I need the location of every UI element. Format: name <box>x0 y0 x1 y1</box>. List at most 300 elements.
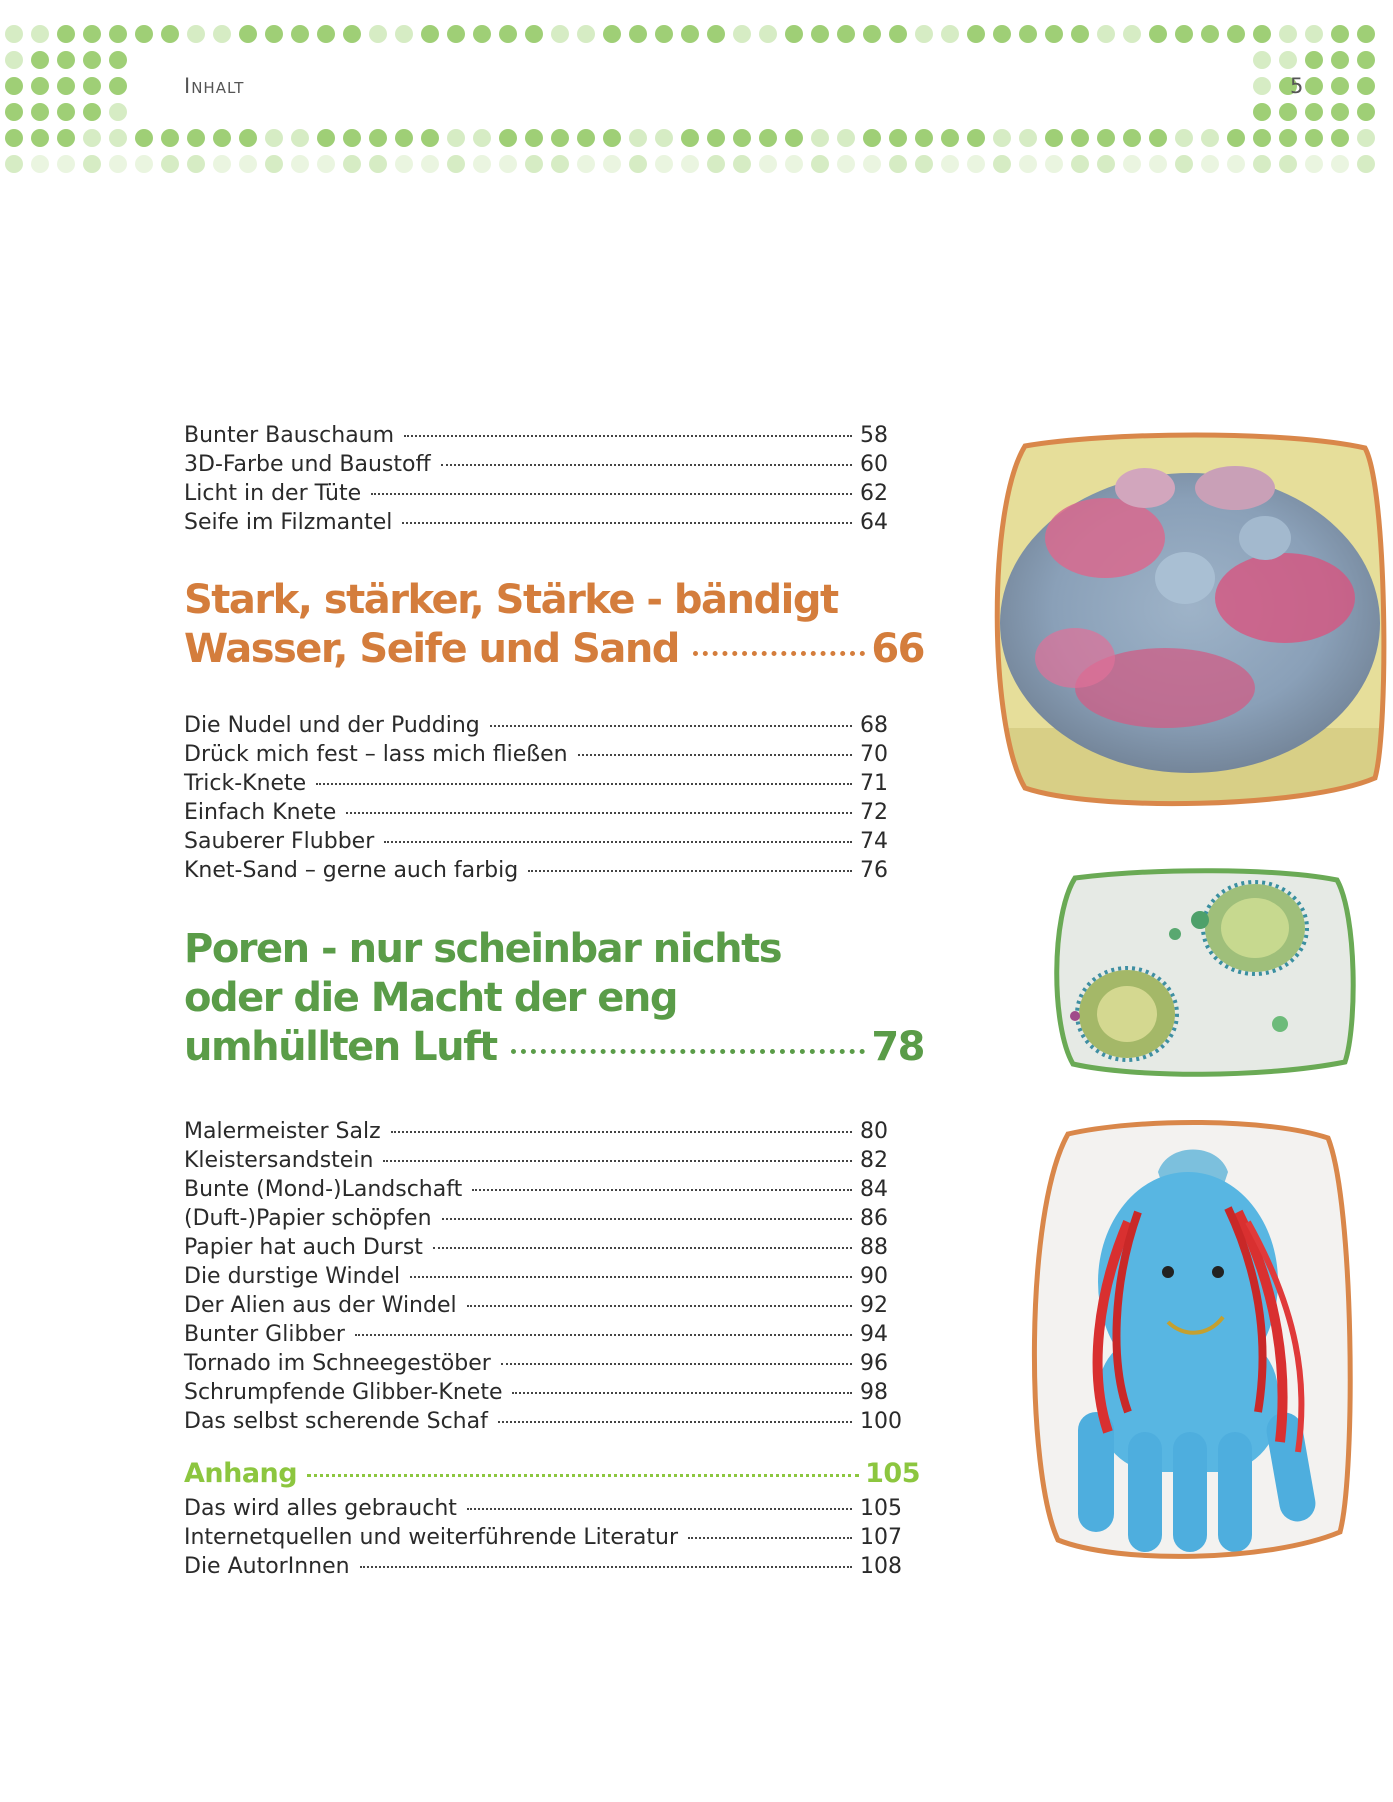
header-dot <box>603 155 621 173</box>
appendix-title: Anhang <box>184 1458 298 1489</box>
dot-leader <box>316 782 852 785</box>
header-dot <box>57 129 75 147</box>
header-dot <box>577 25 595 43</box>
header-dot <box>499 25 517 43</box>
header-dot <box>1149 25 1167 43</box>
chapter-page: 66 <box>871 626 924 672</box>
header-dot <box>1253 25 1271 43</box>
toc-entry[interactable] <box>184 1349 904 1378</box>
toc-entry-page: 92 <box>860 1293 888 1318</box>
header-dot <box>57 25 75 43</box>
toc-entry[interactable] <box>184 1233 904 1262</box>
toc-entry-title: Internetquellen und weiterführende Literatur <box>184 1525 679 1550</box>
header-dot <box>1175 129 1193 147</box>
header-dot <box>83 103 101 121</box>
header-dot <box>31 25 49 43</box>
toc-entry-title: Kleistersandstein <box>184 1148 374 1173</box>
header-dot <box>1305 103 1323 121</box>
header-dot <box>187 155 205 173</box>
header-dot <box>421 129 439 147</box>
header-dot <box>135 155 153 173</box>
header-dot <box>577 155 595 173</box>
header-dot <box>681 129 699 147</box>
header-dot <box>993 155 1011 173</box>
header-dot <box>5 77 23 95</box>
header-dot <box>57 51 75 69</box>
toc-entry[interactable] <box>184 740 904 769</box>
header-dot <box>291 25 309 43</box>
header-dot <box>499 155 517 173</box>
toc-entry-title: Die Nudel und der Pudding <box>184 713 480 738</box>
header-dot <box>187 25 205 43</box>
toc-entry[interactable] <box>184 1523 904 1552</box>
toc-group-1 <box>184 421 904 537</box>
dot-leader <box>346 811 852 814</box>
toc-entry-page: 68 <box>860 713 888 738</box>
header-dot <box>57 77 75 95</box>
header-dot <box>863 25 881 43</box>
toc-entry-page: 62 <box>860 481 888 506</box>
header-dot <box>1253 155 1271 173</box>
dot-leader <box>441 463 852 466</box>
header-dot <box>1097 155 1115 173</box>
chapter-page: 78 <box>871 1024 924 1070</box>
header-dot <box>473 129 491 147</box>
header-dot <box>109 103 127 121</box>
header-dot <box>785 155 803 173</box>
chapter-title-line: Poren - nur scheinbar nichts <box>184 926 782 972</box>
dot-leader <box>511 1048 866 1054</box>
header-dot <box>109 155 127 173</box>
toc-entry[interactable] <box>184 1291 904 1320</box>
header-dot <box>395 129 413 147</box>
header-dot <box>5 51 23 69</box>
header-dot <box>239 25 257 43</box>
header-dot <box>1019 155 1037 173</box>
header-dot <box>1331 103 1349 121</box>
header-dot <box>681 25 699 43</box>
toc-entry-title: Das selbst scherende Schaf <box>184 1409 488 1434</box>
photo-playdough-ball <box>985 428 1393 818</box>
header-dot <box>837 129 855 147</box>
header-dot <box>993 25 1011 43</box>
header-dot <box>863 155 881 173</box>
header-dot <box>239 155 257 173</box>
page-number: 5 <box>1290 74 1304 98</box>
toc-entry-page: 90 <box>860 1264 888 1289</box>
header-dot <box>5 155 23 173</box>
header-dot <box>1227 155 1245 173</box>
dot-leader <box>498 1420 852 1423</box>
header-dot <box>655 25 673 43</box>
header-dot <box>1097 25 1115 43</box>
header-dot <box>551 155 569 173</box>
header-dot <box>1279 129 1297 147</box>
header-dot <box>213 129 231 147</box>
dot-leader <box>467 1507 852 1510</box>
header-dot <box>1201 129 1219 147</box>
toc-entry-title: Sauberer Flubber <box>184 829 375 854</box>
header-dot <box>603 129 621 147</box>
header-dot <box>265 25 283 43</box>
header-dot <box>1253 51 1271 69</box>
toc-entry-title: Trick-Knete <box>184 771 307 796</box>
toc-entry-page: 64 <box>860 510 888 535</box>
header-dot <box>941 129 959 147</box>
toc-entry-page: 70 <box>860 742 888 767</box>
toc-entry-page: 108 <box>860 1554 902 1579</box>
dot-leader <box>512 1391 852 1394</box>
dot-leader <box>490 724 852 727</box>
header-dot <box>83 129 101 147</box>
header-dot <box>447 25 465 43</box>
toc-entry-page: 100 <box>860 1409 902 1434</box>
header-dot <box>1227 129 1245 147</box>
header-dot <box>1279 103 1297 121</box>
toc-entry-page: 94 <box>860 1322 888 1347</box>
toc-entry-title: (Duft-)Papier schöpfen <box>184 1206 432 1231</box>
header-dot <box>1123 155 1141 173</box>
header-dot <box>57 103 75 121</box>
header-dot <box>707 25 725 43</box>
header-dot <box>1331 77 1349 95</box>
header-dot <box>967 155 985 173</box>
header-dot <box>1357 25 1375 43</box>
header-dot <box>343 129 361 147</box>
toc-entry-page: 98 <box>860 1380 888 1405</box>
header-dot <box>369 129 387 147</box>
header-dot <box>1305 77 1323 95</box>
header-dot <box>1175 25 1193 43</box>
header-dot <box>109 51 127 69</box>
header-dot <box>967 129 985 147</box>
header-dot <box>31 77 49 95</box>
header-dot <box>837 25 855 43</box>
toc-entry-page: 107 <box>860 1525 902 1550</box>
header-dot <box>1201 155 1219 173</box>
toc-entry-title: Schrumpfende Glibber-Knete <box>184 1380 503 1405</box>
header-dot <box>837 155 855 173</box>
header-dot <box>629 25 647 43</box>
header-dot <box>733 129 751 147</box>
header-dot <box>655 155 673 173</box>
header-dot <box>551 129 569 147</box>
toc-entry-title: Seife im Filzmantel <box>184 510 393 535</box>
header-dot <box>1357 129 1375 147</box>
toc-entry-title: Bunte (Mond-)Landschaft <box>184 1177 463 1202</box>
dot-leader <box>384 840 852 843</box>
header-dot <box>707 129 725 147</box>
dot-leader <box>371 492 852 495</box>
toc-entry-page: 96 <box>860 1351 888 1376</box>
header-dot <box>1305 51 1323 69</box>
header-dot <box>1279 25 1297 43</box>
chapter-title-line: umhüllten Luft <box>184 1024 497 1070</box>
toc-entry-page: 76 <box>860 858 888 883</box>
header-dot <box>395 25 413 43</box>
header-dot <box>811 129 829 147</box>
toc-entry-page: 58 <box>860 423 888 448</box>
toc-entry[interactable] <box>184 1262 904 1291</box>
header-dot <box>1175 155 1193 173</box>
header-dot <box>629 129 647 147</box>
toc-entry[interactable] <box>184 421 904 450</box>
header-dot <box>83 77 101 95</box>
toc-entry[interactable] <box>184 1146 904 1175</box>
toc-entry[interactable] <box>184 798 904 827</box>
toc-entry-page: 72 <box>860 800 888 825</box>
toc-entry[interactable] <box>184 1175 904 1204</box>
toc-group-4 <box>184 1494 904 1581</box>
header-dot <box>239 129 257 147</box>
header-dot <box>109 129 127 147</box>
header-dot <box>811 155 829 173</box>
dot-leader <box>355 1333 852 1336</box>
header-dot <box>31 129 49 147</box>
toc-group-2 <box>184 711 904 885</box>
toc-entry[interactable] <box>184 856 904 885</box>
dot-leader <box>404 434 852 437</box>
header-dot <box>161 155 179 173</box>
dot-leader <box>688 1536 852 1539</box>
header-dot <box>343 155 361 173</box>
toc-entry[interactable] <box>184 1117 904 1146</box>
running-head: Inhalt <box>184 74 245 98</box>
header-dot <box>161 25 179 43</box>
header-dot <box>1357 103 1375 121</box>
photo-salt-painting <box>1045 866 1360 1081</box>
header-dot <box>265 155 283 173</box>
header-dot <box>1071 129 1089 147</box>
header-dot <box>1357 77 1375 95</box>
header-dot <box>525 129 543 147</box>
toc-entry-title: Das wird alles gebraucht <box>184 1496 457 1521</box>
header-dot <box>369 25 387 43</box>
dot-leader <box>528 869 852 872</box>
header-dot <box>759 129 777 147</box>
dot-leader <box>442 1217 852 1220</box>
header-dot <box>1045 25 1063 43</box>
dot-leader <box>383 1159 852 1162</box>
header-dot <box>317 25 335 43</box>
header-dot <box>707 155 725 173</box>
toc-entry-title: Die AutorInnen <box>184 1554 350 1579</box>
toc-entry-title: 3D-Farbe und Baustoff <box>184 452 431 477</box>
toc-entry-page: 84 <box>860 1177 888 1202</box>
header-dot <box>1357 155 1375 173</box>
header-dot <box>525 25 543 43</box>
toc-group-3 <box>184 1117 904 1436</box>
header-dot <box>889 25 907 43</box>
header-dot <box>1149 155 1167 173</box>
dot-leader <box>307 1473 859 1477</box>
toc-entry-page: 74 <box>860 829 888 854</box>
header-dot <box>785 25 803 43</box>
header-dot <box>1227 25 1245 43</box>
toc-entry-page: 60 <box>860 452 888 477</box>
header-dot <box>291 129 309 147</box>
header-dot <box>57 155 75 173</box>
header-dot <box>161 129 179 147</box>
header-dot <box>1045 129 1063 147</box>
header-dot <box>499 129 517 147</box>
toc-entry[interactable] <box>184 1407 904 1436</box>
chapter-title-line: Wasser, Seife und Sand <box>184 626 679 672</box>
header-dot <box>1253 103 1271 121</box>
chapter-title-line: oder die Macht der eng <box>184 975 677 1021</box>
toc-entry-title: Tornado im Schneegestöber <box>184 1351 491 1376</box>
dot-leader <box>391 1130 852 1133</box>
header-dot <box>915 129 933 147</box>
header-dot <box>1357 51 1375 69</box>
header-dot <box>31 155 49 173</box>
header-dot <box>655 129 673 147</box>
dot-leader <box>472 1188 852 1191</box>
header-dot <box>5 25 23 43</box>
header-dot <box>1071 25 1089 43</box>
dot-leader <box>501 1362 852 1365</box>
header-dot <box>551 25 569 43</box>
header-dot <box>1019 129 1037 147</box>
toc-entry[interactable] <box>184 1378 904 1407</box>
header-dot <box>473 25 491 43</box>
toc-entry[interactable] <box>184 1204 904 1233</box>
header-dot <box>863 129 881 147</box>
header-dot <box>1071 155 1089 173</box>
header-dot <box>5 129 23 147</box>
photo-glove-doll <box>1018 1112 1358 1572</box>
toc-entry-title: Licht in der Tüte <box>184 481 362 506</box>
toc-entry[interactable] <box>184 769 904 798</box>
toc-entry-title: Bunter Glibber <box>184 1322 345 1347</box>
header-dot <box>135 25 153 43</box>
header-dot <box>915 25 933 43</box>
header-dot <box>1253 129 1271 147</box>
header-dot <box>1305 129 1323 147</box>
dot-leader <box>693 650 865 656</box>
header-dot <box>447 155 465 173</box>
header-dot <box>421 25 439 43</box>
header-dot <box>343 25 361 43</box>
toc-entry-page: 82 <box>860 1148 888 1173</box>
toc-entry[interactable] <box>184 1320 904 1349</box>
toc-entry-title: Drück mich fest – lass mich fließen <box>184 742 568 767</box>
chapter-heading-staerke[interactable] <box>184 576 924 674</box>
header-dot <box>83 51 101 69</box>
header-dot <box>1331 51 1349 69</box>
header-dot <box>785 129 803 147</box>
header-dot <box>733 25 751 43</box>
dot-leader <box>360 1565 852 1568</box>
toc-entry-title: Bunter Bauschaum <box>184 423 395 448</box>
header-dot <box>369 155 387 173</box>
header-dot <box>941 25 959 43</box>
header-dot <box>967 25 985 43</box>
toc-entry-title: Die durstige Windel <box>184 1264 401 1289</box>
header-dot <box>109 25 127 43</box>
header-dot <box>1123 129 1141 147</box>
header-dot <box>187 129 205 147</box>
header-dot <box>1123 25 1141 43</box>
toc-entry-page: 88 <box>860 1235 888 1260</box>
header-dot <box>291 155 309 173</box>
chapter-heading-poren[interactable] <box>184 925 924 1072</box>
toc-entry[interactable] <box>184 1552 904 1581</box>
toc-entry-page: 71 <box>860 771 888 796</box>
header-dot <box>1253 77 1271 95</box>
header-dot <box>733 155 751 173</box>
header-dot <box>421 155 439 173</box>
header-dot <box>31 103 49 121</box>
header-dot <box>395 155 413 173</box>
toc-entry[interactable] <box>184 1494 904 1523</box>
header-dot <box>109 77 127 95</box>
header-dot <box>447 129 465 147</box>
header-dot <box>31 51 49 69</box>
header-dot <box>759 155 777 173</box>
appendix-heading[interactable] <box>184 1458 920 1489</box>
header-dot <box>1201 25 1219 43</box>
header-dot <box>83 25 101 43</box>
header-dot <box>629 155 647 173</box>
header-dot <box>759 25 777 43</box>
header-dot <box>83 155 101 173</box>
dot-leader <box>467 1304 852 1307</box>
header-dot <box>265 129 283 147</box>
toc-entry-title: Einfach Knete <box>184 800 337 825</box>
header-dot <box>915 155 933 173</box>
header-dot <box>1331 155 1349 173</box>
toc-entry-title: Malermeister Salz <box>184 1119 381 1144</box>
header-dot <box>1279 155 1297 173</box>
header-dot <box>1019 25 1037 43</box>
toc-entry-title: Der Alien aus der Windel <box>184 1293 457 1318</box>
toc-entry[interactable] <box>184 711 904 740</box>
toc-entry[interactable] <box>184 827 904 856</box>
toc-entry[interactable] <box>184 508 904 537</box>
toc-entry-page: 86 <box>860 1206 888 1231</box>
dot-leader <box>433 1246 852 1249</box>
header-dot <box>317 129 335 147</box>
header-dot <box>5 103 23 121</box>
header-dot <box>213 155 231 173</box>
header-dot <box>941 155 959 173</box>
toc-entry-title: Knet-Sand – gerne auch farbig <box>184 858 519 883</box>
dot-leader <box>578 753 852 756</box>
toc-entry-page: 80 <box>860 1119 888 1144</box>
header-dot <box>889 155 907 173</box>
header-dot <box>317 155 335 173</box>
toc-entry[interactable] <box>184 450 904 479</box>
header-dot <box>889 129 907 147</box>
header-dot <box>1305 25 1323 43</box>
chapter-title-line: Stark, stärker, Stärke - bändigt <box>184 577 838 623</box>
header-dot <box>993 129 1011 147</box>
dot-leader <box>402 521 852 524</box>
header-dot <box>1149 129 1167 147</box>
header-dot <box>473 155 491 173</box>
header-dot <box>1279 51 1297 69</box>
toc-entry[interactable] <box>184 479 904 508</box>
header-dot <box>603 25 621 43</box>
toc-entry-page: 105 <box>860 1496 902 1521</box>
header-dot <box>525 155 543 173</box>
header-dot <box>681 155 699 173</box>
header-dot <box>1331 25 1349 43</box>
toc-entry-title: Papier hat auch Durst <box>184 1235 423 1260</box>
header-dot <box>1331 129 1349 147</box>
appendix-page: 105 <box>865 1458 920 1489</box>
